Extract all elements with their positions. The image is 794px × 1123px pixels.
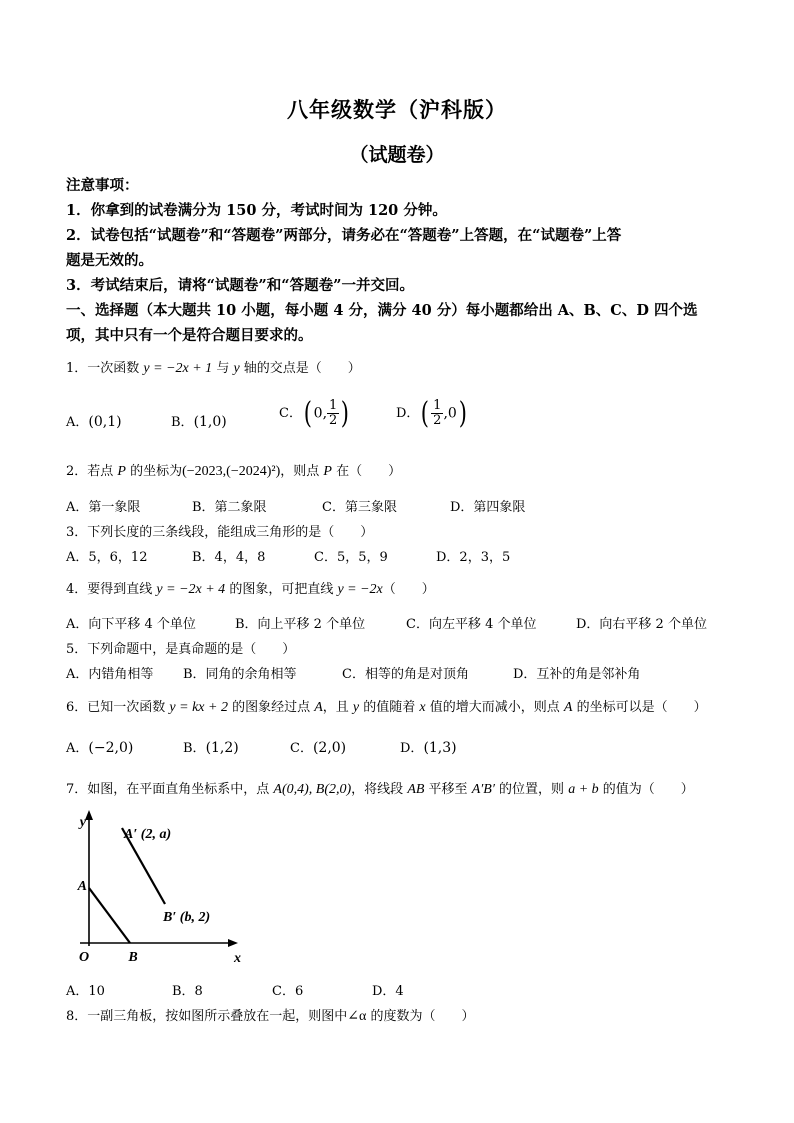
q7-option-b[interactable]: B．8 <box>172 984 203 999</box>
q4-option-c[interactable]: C．向左平移 4 个单位 <box>406 617 537 632</box>
question-6-stem: 6．已知一次函数 y = kx + 2 的图象经过点 A，且 y 的值随着 x 值的增大而减小，则点 A 的坐标可以是（ ） <box>66 700 707 715</box>
q2-option-a[interactable]: A．第一象限 <box>66 500 141 515</box>
q6-option-a[interactable]: A．(−2,0) <box>66 740 134 756</box>
question-7-stem: 7．如图，在平面直角坐标系中，点 A(0,4), B(2,0)，将线段 AB 平移至 A′B′ 的位置，则 a + b 的值为（ ） <box>66 782 694 797</box>
notice-item-3: 3．考试结束后，请将“试题卷”和“答题卷”一并交回。 <box>66 277 414 294</box>
q2-option-c[interactable]: C．第三象限 <box>322 500 397 515</box>
point-b-label: B <box>128 950 138 965</box>
q3-option-d[interactable]: D．2，3，5 <box>436 550 511 565</box>
q5-option-a[interactable]: A．内错角相等 <box>66 667 154 682</box>
q1-option-d[interactable]: D．( $\frac{1}{2}$ ,0) <box>396 396 467 431</box>
point-a-label: A <box>77 879 87 894</box>
segment-ab <box>89 888 130 943</box>
q6-option-c[interactable]: C．(2,0) <box>290 740 347 756</box>
section-heading-cont: 项，其中只有一个是符合题目要求的。 <box>66 327 313 344</box>
notice-item-2: 2．试卷包括“试题卷”和“答题卷”两部分，请务必在“答题卷”上答题，在“试题卷”上答 <box>66 227 622 244</box>
q7-option-d[interactable]: D．4 <box>372 984 404 999</box>
question-5-stem: 5．下列命题中，是真命题的是（ ） <box>66 642 296 657</box>
origin-label: O <box>78 950 90 965</box>
question-2-stem: 2．若点 P 的坐标为(−2023,(−2024)²)，则点 P 在（ ） <box>66 464 402 479</box>
q3-option-c[interactable]: C．5，5，9 <box>314 550 388 565</box>
q7-option-a[interactable]: A．10 <box>66 984 105 999</box>
x-axis-arrow <box>228 939 238 947</box>
q1-option-c[interactable]: C．( 0, $\frac{1}{2}$ ) <box>279 396 350 431</box>
q6-option-d[interactable]: D．(1,3) <box>400 740 457 756</box>
point-a-prime-label: A′ (2, a) <box>124 827 172 842</box>
page-subtitle: （试题卷） <box>349 144 445 166</box>
point-b-prime-label: B′ (b, 2) <box>163 910 211 925</box>
q3-option-b[interactable]: B．4，4，8 <box>192 550 266 565</box>
y-axis-arrow <box>85 810 93 820</box>
q2-option-b[interactable]: B．第二象限 <box>192 500 267 515</box>
q4-option-d[interactable]: D．向右平移 2 个单位 <box>576 617 707 632</box>
q2-expression: (−2023,(−2024)²) <box>182 464 281 479</box>
q1-expression: y = −2x + 1 <box>143 361 213 376</box>
page-title: 八年级数学（沪科版） <box>287 97 507 122</box>
notice-item-2-cont: 题是无效的。 <box>66 252 153 269</box>
question-8-stem: 8．一副三角板，按如图所示叠放在一起，则图中∠α 的度数为（ ） <box>66 1009 475 1024</box>
notice-item-1: 1．你拿到的试卷满分为 150 分，考试时间为 120 分钟。 <box>66 202 447 219</box>
notice-heading: 注意事项： <box>66 177 139 194</box>
y-axis-label: y <box>79 815 86 830</box>
q7-option-c[interactable]: C．6 <box>272 984 304 999</box>
q2-option-d[interactable]: D．第四象限 <box>450 500 526 515</box>
q5-option-b[interactable]: B．同角的余角相等 <box>183 667 297 682</box>
question-1-stem: 1．一次函数 y = −2x + 1 与 y 轴的交点是（ ） <box>66 361 361 376</box>
section-heading: 一、选择题（本大题共 10 小题，每小题 4 分，满分 40 分）每小题都给出 A、B、C、D 四个选 <box>66 302 698 319</box>
question-4-stem: 4．要得到直线 y = −2x + 4 的图象，可把直线 y = −2x（ ） <box>66 582 435 597</box>
question-3-stem: 3．下列长度的三条线段，能组成三角形的是（ ） <box>66 525 374 540</box>
q4-option-b[interactable]: B．向上平移 2 个单位 <box>235 617 366 632</box>
q1-option-b[interactable]: B．(1,0) <box>171 414 227 430</box>
q5-option-c[interactable]: C．相等的角是对顶角 <box>342 667 469 682</box>
q7-coordinate-figure <box>70 806 255 976</box>
q1-option-a[interactable]: A．(0,1) <box>66 414 122 430</box>
q6-option-b[interactable]: B．(1,2) <box>183 740 239 756</box>
x-axis-label: x <box>234 951 241 966</box>
q3-option-a[interactable]: A．5，6，12 <box>66 550 148 565</box>
q5-option-d[interactable]: D．互补的角是邻补角 <box>513 667 641 682</box>
q4-option-a[interactable]: A．向下平移 4 个单位 <box>66 617 196 632</box>
